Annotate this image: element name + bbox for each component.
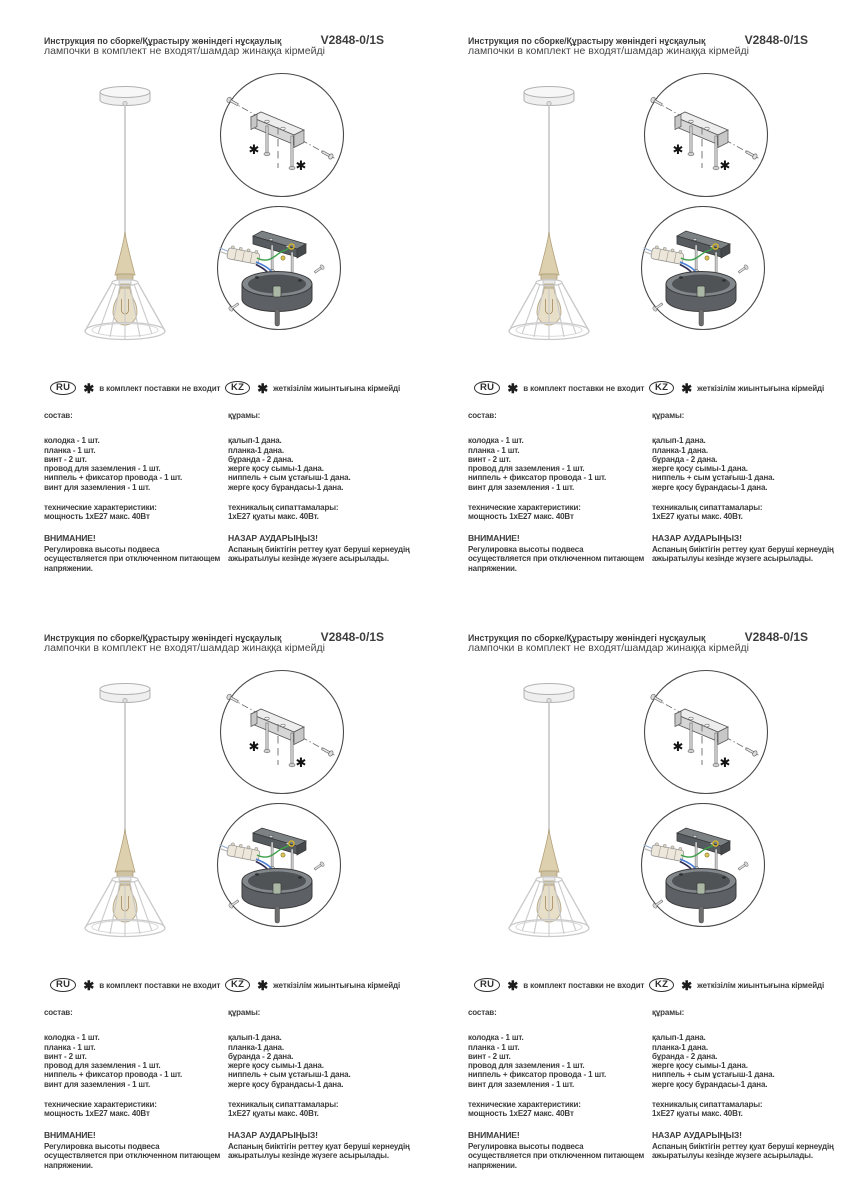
wall-anchor-screw-icon <box>321 746 334 757</box>
page-title: Инструкция по сборке/Құрастыру жөніндегі нұсқаулық <box>468 36 706 46</box>
ru-part-item: колодка - 1 шт. <box>44 436 100 446</box>
terminal-block <box>642 840 685 861</box>
kz-language-badge: KZ <box>649 381 674 395</box>
cord-grip-nipple <box>697 883 705 894</box>
asterisk-icon: ✱ <box>681 380 693 396</box>
ru-part-item: колодка - 1 шт. <box>468 436 524 446</box>
ru-not-included-note: в комплект поставки не входит <box>523 981 645 990</box>
kz-warning-title: НАЗАР АУДАРЫҢЫЗ! <box>228 1129 318 1140</box>
ru-language-badge: RU <box>474 381 500 395</box>
instruction-card <box>44 30 426 627</box>
canopy-screw-icon <box>737 861 749 871</box>
model-number: V2848-0/1S <box>320 33 384 47</box>
wooden-cone-top <box>115 232 135 280</box>
ru-warning-text: Регулировка высоты подвеса осуществляется при отключенном питающем напряжении. <box>44 1141 221 1170</box>
kz-warning <box>228 1131 428 1161</box>
kz-warning <box>652 1131 849 1161</box>
ru-warning-title: ВНИМАНИЕ! <box>468 1129 520 1140</box>
cord-stub <box>699 906 704 923</box>
ru-part-item: ниппель + фиксатор провода - 1 шт. <box>468 473 607 483</box>
wiring-diagram <box>215 803 345 933</box>
kz-list-title: құрамы: <box>652 411 685 420</box>
asterisk-marker: ✱ <box>672 740 684 755</box>
ru-list-title: состав: <box>44 1008 73 1017</box>
kz-note-row <box>649 381 824 395</box>
kz-specs-title: техникалық сипаттамалары: <box>228 1100 339 1110</box>
asterisk-icon: ✱ <box>257 977 269 993</box>
ru-language-badge: RU <box>50 381 76 395</box>
canopy-screw-icon <box>737 264 749 274</box>
kz-list-title: құрамы: <box>228 411 261 420</box>
kz-part-item: бұранда - 2 дана. <box>652 1051 718 1061</box>
ru-warning-text: Регулировка высоты подвеса осуществляется при отключенном питающем напряжении. <box>468 544 645 573</box>
ru-part-item: планка - 1 шт. <box>44 1042 96 1052</box>
ru-specs <box>468 1100 648 1119</box>
ru-warning-title: ВНИМАНИЕ! <box>468 532 520 543</box>
ru-warning-text: Регулировка высоты подвеса осуществляется при отключенном питающем напряжении. <box>44 544 221 573</box>
mounting-bracket-diagram <box>641 70 771 200</box>
kz-not-included-note: жеткізілім жиынтығына кірмейді <box>697 384 825 393</box>
kz-part-item: планка-1 дана. <box>228 1042 284 1052</box>
ru-part-item: провод для заземления - 1 шт. <box>468 464 585 474</box>
cord-grip-nipple <box>697 286 705 297</box>
ceiling-canopy <box>100 684 150 703</box>
mounting-bracket-diagram <box>217 70 347 200</box>
kz-warning-title: НАЗАР АУДАРЫҢЫЗ! <box>652 1129 742 1140</box>
ru-part-item: провод для заземления - 1 шт. <box>44 1061 161 1071</box>
page-title: Инструкция по сборке/Құрастыру жөніндегі нұсқаулық <box>468 633 706 643</box>
kz-parts-column <box>652 411 849 564</box>
ru-warning-title: ВНИМАНИЕ! <box>44 1129 96 1140</box>
ru-warning-title: ВНИМАНИЕ! <box>44 532 96 543</box>
asterisk-icon: ✱ <box>83 977 95 993</box>
kz-note-row <box>649 978 824 992</box>
canopy-screw-icon <box>313 264 325 274</box>
kz-specs <box>652 1100 849 1119</box>
model-number: V2848-0/1S <box>744 630 808 644</box>
ru-specs <box>44 1100 224 1119</box>
kz-part-item: ниппель + сым ұстағыш-1 дана. <box>652 473 775 483</box>
kz-warning-text: Аспаның биіктігін реттеу қуат беруші кернеудің ажыратылуы кезінде жүзеге асырылады. <box>652 1141 834 1161</box>
ru-not-included-note: в комплект поставки не входит <box>523 384 645 393</box>
ru-specs-title: технические характеристики: <box>44 503 157 513</box>
ground-screw-icon <box>705 256 709 260</box>
ru-part-item: винт - 2 шт. <box>44 454 87 464</box>
ru-parts-column <box>44 411 224 573</box>
kz-not-included-note: жеткізілім жиынтығына кірмейді <box>273 384 401 393</box>
kz-part-item: планка-1 дана. <box>652 445 708 455</box>
canopy-cup <box>242 272 312 327</box>
ru-language-badge: RU <box>474 978 500 992</box>
ru-specs-value: мощность 1хЕ27 макс. 40Вт <box>44 512 150 522</box>
kz-list-title: құрамы: <box>228 1008 261 1017</box>
asterisk-marker: ✱ <box>719 756 731 771</box>
ru-part-item: винт - 2 шт. <box>468 1051 511 1061</box>
ru-part-item: колодка - 1 шт. <box>468 1033 524 1043</box>
wire-cage-shade <box>509 280 589 340</box>
kz-part-item: бұранда - 2 дана. <box>228 454 294 464</box>
ru-specs-title: технические характеристики: <box>468 1100 581 1110</box>
cord-stub <box>699 309 704 326</box>
page-subtitle: лампочки в комплект не входят/шамдар жинаққа кірмейді <box>44 642 325 654</box>
ru-part-item: винт для заземления - 1 шт. <box>44 482 151 492</box>
ru-list-title: состав: <box>468 1008 497 1017</box>
ground-screw-icon <box>281 853 285 857</box>
kz-part-item: жерге қосу сымы-1 дана. <box>652 464 748 474</box>
kz-part-item: қалып-1 дана. <box>228 1033 282 1043</box>
model-number: V2848-0/1S <box>320 630 384 644</box>
kz-warning-text: Аспаның биіктігін реттеу қуат беруші кернеудің ажыратылуы кезінде жүзеге асырылады. <box>228 544 410 564</box>
kz-warning-text: Аспаның биіктігін реттеу қуат беруші кернеудің ажыратылуы кезінде жүзеге асырылады. <box>228 1141 410 1161</box>
ru-parts-column <box>468 1008 648 1170</box>
ru-note-row <box>474 381 644 395</box>
ru-part-item: планка - 1 шт. <box>468 445 520 455</box>
canopy-cup <box>666 869 736 924</box>
kz-part-item: бұранда - 2 дана. <box>228 1051 294 1061</box>
kz-warning <box>228 534 428 564</box>
cord-stub <box>275 309 280 326</box>
page-title: Инструкция по сборке/Құрастыру жөніндегі нұсқаулық <box>44 36 282 46</box>
kz-part-item: планка-1 дана. <box>652 1042 708 1052</box>
ru-note-row <box>474 978 644 992</box>
kz-language-badge: KZ <box>225 978 250 992</box>
canopy-cup <box>666 272 736 327</box>
ceiling-mounting-bracket-dark <box>677 828 730 855</box>
ru-part-item: провод для заземления - 1 шт. <box>44 464 161 474</box>
kz-not-included-note: жеткізілім жиынтығына кірмейді <box>273 981 401 990</box>
kz-parts-column <box>228 1008 428 1161</box>
ceiling-canopy <box>100 87 150 106</box>
wall-anchor-screw-icon <box>321 149 334 160</box>
ceiling-mounting-bracket-dark <box>677 231 730 258</box>
wire-cage-shade <box>85 280 165 340</box>
kz-language-badge: KZ <box>649 978 674 992</box>
terminal-block <box>642 243 685 264</box>
ground-screw-icon <box>705 853 709 857</box>
ru-warning-text: Регулировка высоты подвеса осуществляется при отключенном питающем напряжении. <box>468 1141 645 1170</box>
kz-part-item: жерге қосу бұрандасы-1 дана. <box>228 1079 344 1089</box>
ru-specs-value: мощность 1хЕ27 макс. 40Вт <box>468 512 574 522</box>
ceiling-canopy <box>524 87 574 106</box>
kz-part-item: планка-1 дана. <box>228 445 284 455</box>
kz-language-badge: KZ <box>225 381 250 395</box>
cord-stub <box>275 906 280 923</box>
kz-part-item: қалып-1 дана. <box>652 1033 706 1043</box>
page-subtitle: лампочки в комплект не входят/шамдар жинаққа кірмейді <box>44 45 325 57</box>
kz-warning-title: НАЗАР АУДАРЫҢЫЗ! <box>228 532 318 543</box>
wire-cage-shade <box>509 877 589 937</box>
pendant-lamp-illustration <box>498 682 628 942</box>
kz-parts-column <box>228 411 428 564</box>
asterisk-icon: ✱ <box>507 380 519 396</box>
ru-part-item: винт для заземления - 1 шт. <box>468 1079 575 1089</box>
ru-note-row <box>50 978 220 992</box>
kz-specs <box>228 503 428 522</box>
ru-specs-title: технические характеристики: <box>468 503 581 513</box>
kz-part-item: жерге қосу бұрандасы-1 дана. <box>652 1079 768 1089</box>
ru-list-title: состав: <box>468 411 497 420</box>
wire-cage-shade <box>85 877 165 937</box>
ru-specs-value: мощность 1хЕ27 макс. 40Вт <box>468 1109 574 1119</box>
asterisk-marker: ✱ <box>248 740 260 755</box>
mounting-bracket-diagram <box>217 667 347 797</box>
ru-warning <box>44 1131 224 1170</box>
ru-parts-column <box>44 1008 224 1170</box>
kz-part-item: жерге қосу сымы-1 дана. <box>652 1061 748 1071</box>
ru-warning <box>468 1131 648 1170</box>
kz-note-row <box>225 978 400 992</box>
ceiling-mounting-bracket-dark <box>253 231 306 258</box>
ru-language-badge: RU <box>50 978 76 992</box>
ru-list-title: состав: <box>44 411 73 420</box>
terminal-block <box>218 840 261 861</box>
mounting-bracket-diagram <box>641 667 771 797</box>
kz-specs <box>228 1100 428 1119</box>
kz-warning-text: Аспаның биіктігін реттеу қуат беруші кернеудің ажыратылуы кезінде жүзеге асырылады. <box>652 544 834 564</box>
kz-part-item: ниппель + сым ұстағыш-1 дана. <box>652 1070 775 1080</box>
instruction-card <box>468 627 849 1200</box>
kz-note-row <box>225 381 400 395</box>
ru-not-included-note: в комплект поставки не входит <box>99 981 221 990</box>
kz-specs-value: 1хЕ27 қуаты макс. 40Вт. <box>228 1109 319 1119</box>
pendant-lamp-illustration <box>74 682 204 942</box>
terminal-block <box>218 243 261 264</box>
kz-part-item: жерге қосу бұрандасы-1 дана. <box>652 482 768 492</box>
ru-specs <box>44 503 224 522</box>
kz-not-included-note: жеткізілім жиынтығына кірмейді <box>697 981 825 990</box>
wooden-cone-top <box>115 829 135 877</box>
kz-list-title: құрамы: <box>652 1008 685 1017</box>
ru-part-item: колодка - 1 шт. <box>44 1033 100 1043</box>
ru-warning <box>468 534 648 573</box>
wiring-diagram <box>639 803 769 933</box>
wooden-cone-top <box>539 829 559 877</box>
ground-screw-icon <box>281 256 285 260</box>
asterisk-icon: ✱ <box>83 380 95 396</box>
pendant-lamp-illustration <box>74 85 204 345</box>
wiring-diagram <box>639 206 769 336</box>
canopy-cup <box>242 869 312 924</box>
kz-specs-title: техникалық сипаттамалары: <box>228 503 339 513</box>
asterisk-marker: ✱ <box>719 159 731 174</box>
kz-parts-column <box>652 1008 849 1161</box>
asterisk-icon: ✱ <box>257 380 269 396</box>
wooden-cone-top <box>539 232 559 280</box>
kz-specs <box>652 503 849 522</box>
ceiling-mounting-bracket-dark <box>253 828 306 855</box>
kz-specs-value: 1хЕ27 қуаты макс. 40Вт. <box>228 512 319 522</box>
ru-part-item: винт для заземления - 1 шт. <box>468 482 575 492</box>
ceiling-canopy <box>524 684 574 703</box>
wall-anchor-screw-icon <box>745 149 758 160</box>
asterisk-marker: ✱ <box>248 143 260 158</box>
pendant-lamp-illustration <box>498 85 628 345</box>
ru-part-item: планка - 1 шт. <box>44 445 96 455</box>
ru-specs <box>468 503 648 522</box>
ru-part-item: ниппель + фиксатор провода - 1 шт. <box>468 1070 607 1080</box>
ru-part-item: провод для заземления - 1 шт. <box>468 1061 585 1071</box>
asterisk-marker: ✱ <box>295 756 307 771</box>
kz-specs-title: техникалық сипаттамалары: <box>652 1100 763 1110</box>
kz-part-item: жерге қосу сымы-1 дана. <box>228 1061 324 1071</box>
asterisk-marker: ✱ <box>295 159 307 174</box>
kz-part-item: ниппель + сым ұстағыш-1 дана. <box>228 473 351 483</box>
canopy-screw-icon <box>313 861 325 871</box>
ru-part-item: винт - 2 шт. <box>44 1051 87 1061</box>
kz-part-item: қалып-1 дана. <box>228 436 282 446</box>
instruction-card <box>468 30 849 627</box>
ru-warning <box>44 534 224 573</box>
ru-specs-value: мощность 1хЕ27 макс. 40Вт <box>44 1109 150 1119</box>
kz-specs-value: 1хЕ27 қуаты макс. 40Вт. <box>652 1109 743 1119</box>
ru-part-item: ниппель + фиксатор провода - 1 шт. <box>44 473 183 483</box>
cord-grip-nipple <box>273 286 281 297</box>
kz-warning-title: НАЗАР АУДАРЫҢЫЗ! <box>652 532 742 543</box>
instruction-card <box>44 627 426 1200</box>
ru-part-item: винт - 2 шт. <box>468 454 511 464</box>
kz-part-item: жерге қосу сымы-1 дана. <box>228 464 324 474</box>
kz-warning <box>652 534 849 564</box>
page-subtitle: лампочки в комплект не входят/шамдар жинаққа кірмейді <box>468 45 749 57</box>
kz-part-item: бұранда - 2 дана. <box>652 454 718 464</box>
ru-part-item: ниппель + фиксатор провода - 1 шт. <box>44 1070 183 1080</box>
wiring-diagram <box>215 206 345 336</box>
wall-anchor-screw-icon <box>745 746 758 757</box>
ru-parts-column <box>468 411 648 573</box>
ru-specs-title: технические характеристики: <box>44 1100 157 1110</box>
kz-specs-value: 1хЕ27 қуаты макс. 40Вт. <box>652 512 743 522</box>
kz-part-item: қалып-1 дана. <box>652 436 706 446</box>
ru-part-item: винт для заземления - 1 шт. <box>44 1079 151 1089</box>
ru-part-item: планка - 1 шт. <box>468 1042 520 1052</box>
ru-not-included-note: в комплект поставки не входит <box>99 384 221 393</box>
asterisk-marker: ✱ <box>672 143 684 158</box>
asterisk-icon: ✱ <box>507 977 519 993</box>
model-number: V2848-0/1S <box>744 33 808 47</box>
kz-part-item: ниппель + сым ұстағыш-1 дана. <box>228 1070 351 1080</box>
kz-specs-title: техникалық сипаттамалары: <box>652 503 763 513</box>
kz-part-item: жерге қосу бұрандасы-1 дана. <box>228 482 344 492</box>
page-title: Инструкция по сборке/Құрастыру жөніндегі нұсқаулық <box>44 633 282 643</box>
cord-grip-nipple <box>273 883 281 894</box>
page-subtitle: лампочки в комплект не входят/шамдар жинаққа кірмейді <box>468 642 749 654</box>
ru-note-row <box>50 381 220 395</box>
asterisk-icon: ✱ <box>681 977 693 993</box>
